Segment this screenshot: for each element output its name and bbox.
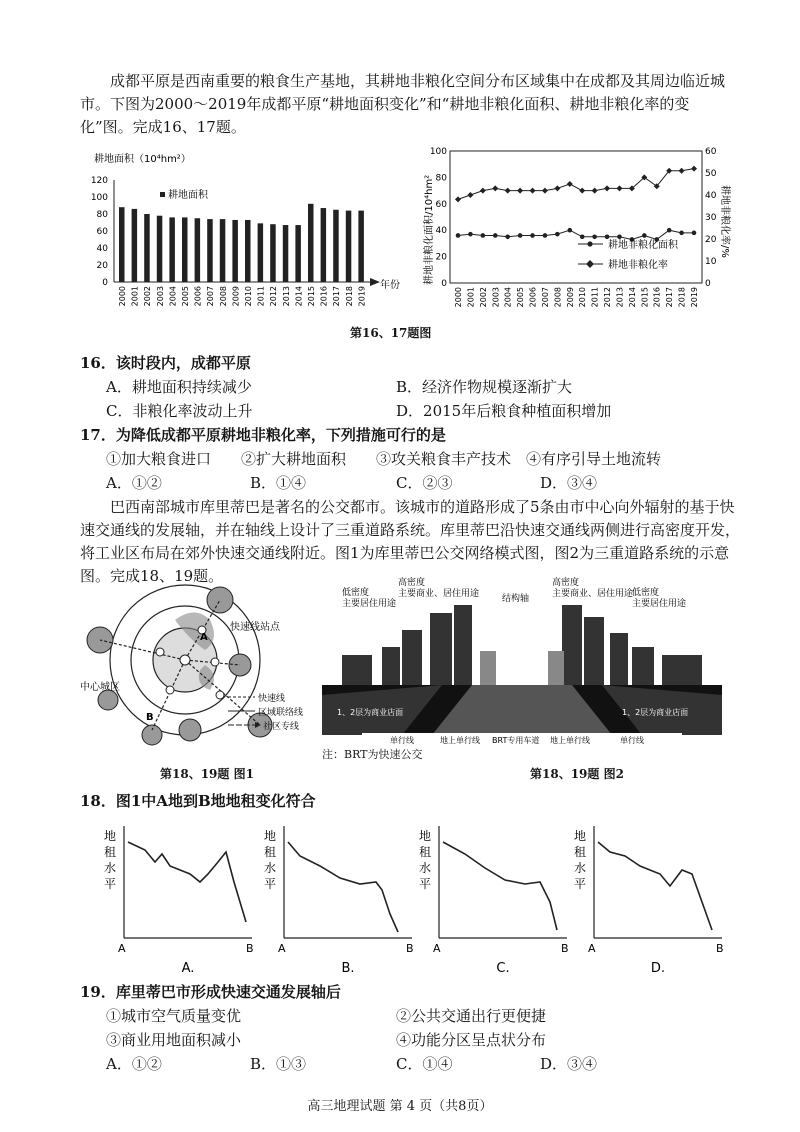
chart-left-xticks <box>118 286 366 306</box>
chart-left-bars <box>119 204 364 282</box>
intro-paragraph-1: 成都平原是西南重要的粮食生产基地，其耕地非粮化空间分布区域集中在成都及其周边临近城市。下图为2000～2019年成都平原“耕地面积变化”和“耕地非粮化面积、耕地非粮化率的变化”图。完成16、17题。 <box>80 72 726 136</box>
chart-left-legend: 耕地面积 <box>168 190 208 201</box>
ytick-label: 80 <box>96 210 108 220</box>
legend-fast: 快速线 <box>258 694 286 704</box>
q19-option-d[interactable]: D．③④ <box>540 1055 598 1073</box>
point-area-2010 <box>580 235 585 240</box>
svg-text:平: 平 <box>574 877 587 891</box>
fig2-note: 注：BRT为快速公交 <box>322 748 423 761</box>
xtick-label: 2018 <box>677 287 687 308</box>
chart-left-ylabel: 耕地面积（10⁴hm²） <box>94 154 191 165</box>
point-rate-2001 <box>467 192 473 198</box>
point-rate-2002 <box>480 188 486 194</box>
xtick-label: 2016 <box>319 286 329 307</box>
bar-2001 <box>132 209 138 282</box>
ytick-left: 100 <box>429 147 447 157</box>
fig2-caption: 第18、19题 图2 <box>530 767 624 781</box>
point-area-2018 <box>679 231 684 236</box>
point-a-label: A <box>200 632 208 643</box>
ytick-left: 20 <box>435 252 447 263</box>
xtick-label: 2017 <box>665 287 675 308</box>
ytick-left: 80 <box>435 173 447 184</box>
svg-text:地: 地 <box>419 829 432 843</box>
rent-graph-label: B. <box>341 961 355 976</box>
xtick-label: 2009 <box>565 287 575 308</box>
point-rate-2008 <box>554 185 560 191</box>
q17-option-c[interactable]: C．②③ <box>396 474 453 492</box>
xtick-label: 2003 <box>155 286 165 307</box>
fig2-oneway-left: 单行线 <box>390 736 414 745</box>
legend-area: 耕地非粮化面积 <box>608 240 678 251</box>
xtick-label: 2002 <box>143 286 153 307</box>
point-rate-2004 <box>505 188 511 194</box>
fig2-shop-right: 1、2层为商业店面 <box>622 708 689 717</box>
fig2-high-right: 高密度主要商业、居住用途 <box>552 578 634 599</box>
point-area-2015 <box>642 233 647 238</box>
xtick-label: 2004 <box>168 286 178 307</box>
point-area-2017 <box>667 228 672 233</box>
xtick-label: 2013 <box>615 287 625 308</box>
svg-text:A: A <box>278 942 286 955</box>
point-rate-2012 <box>604 185 610 191</box>
point-rate-2006 <box>530 188 536 194</box>
point-area-2001 <box>468 232 473 237</box>
intro-paragraph-2: 巴西南部城市库里蒂巴是著名的公交都市。该城市的道路形成了5条由市中心向外辐射的基于快速交通线的发展轴，并在轴线上设计了三重道路系统。库里蒂巴沿快速交通线两侧进行高密度开发，将工业区布局在郊外快速交通线附近。图1为库里蒂巴公交网络模式图，图2为三重道路系统的示意图。完成18、19题。 <box>80 498 741 585</box>
q19-stem: 19．库里蒂巴市形成快速交通发展轴后 <box>80 983 341 1001</box>
svg-text:平: 平 <box>419 877 432 891</box>
bar-2017 <box>333 210 339 282</box>
point-b-label: B <box>146 712 154 723</box>
ytick-label: 40 <box>96 244 108 254</box>
point-rate-2019 <box>691 166 697 172</box>
legend-region: 区域联络线 <box>258 708 304 718</box>
rent-graph-label: C. <box>496 961 510 976</box>
fig2-low-right: 低密度主要居住用途 <box>632 588 687 609</box>
xtick-label: 2016 <box>652 287 662 308</box>
q19-item-2: ②公共交通出行更便捷 <box>396 1007 547 1025</box>
svg-text:租: 租 <box>419 845 432 859</box>
point-rate-2018 <box>679 168 685 174</box>
bar-2015 <box>308 204 314 282</box>
station-label: 快速线站点 <box>230 622 280 633</box>
ytick-label: 0 <box>102 278 108 288</box>
bar-2009 <box>232 220 238 282</box>
bar-2013 <box>283 225 289 282</box>
rent-curve-2 <box>443 842 557 930</box>
ytick-right: 10 <box>705 257 717 267</box>
bar-2007 <box>207 219 213 282</box>
fig2-shop-left: 1、2层为商业店面 <box>337 708 404 717</box>
point-rate-2011 <box>592 188 598 194</box>
fig1-caption: 第18、19题 图1 <box>160 767 254 781</box>
ytick-label: 100 <box>90 193 108 203</box>
chart-right-ylabel-right: 耕地非粮化率/% <box>719 185 730 258</box>
q16-option-b[interactable]: B．经济作物规模逐渐扩大 <box>396 378 573 396</box>
fig2-high-left: 高密度主要商业、居住用途 <box>398 578 480 599</box>
xtick-label: 2007 <box>206 286 216 307</box>
chart-left-xaxis-arrow <box>370 278 380 286</box>
xtick-label: 2010 <box>244 286 253 307</box>
legend-rate: 耕地非粮化率 <box>608 260 668 271</box>
xtick-label: 2008 <box>553 287 563 308</box>
point-area-2000 <box>456 233 461 238</box>
center-label: 中心城区 <box>80 682 120 693</box>
ytick-right: 30 <box>705 213 717 223</box>
svg-text:B: B <box>246 942 254 955</box>
q19-option-a[interactable]: A．①② <box>106 1055 162 1073</box>
bar-2003 <box>157 216 163 282</box>
xtick-label: 2009 <box>231 286 241 307</box>
svg-text:A: A <box>588 942 596 955</box>
svg-text:地: 地 <box>574 829 587 843</box>
xtick-label: 2017 <box>332 286 342 307</box>
point-area-2008 <box>555 232 560 237</box>
q19-item-3: ③商业用地面积减小 <box>106 1031 242 1049</box>
fig2-brt: BRT专用车道 <box>492 736 540 745</box>
bar-2014 <box>295 225 301 282</box>
fig2-struct: 结构轴 <box>502 594 530 604</box>
bar-2005 <box>182 217 188 282</box>
chart-left-xlabel: 年份 <box>380 280 400 291</box>
svg-text:地: 地 <box>104 829 117 843</box>
xtick-label: 2006 <box>193 286 203 307</box>
q16-option-c[interactable]: C．非粮化率波动上升 <box>106 402 253 420</box>
svg-text:水: 水 <box>264 861 277 875</box>
point-area-2013 <box>617 235 622 240</box>
fig2-local-right: 地上单行线 <box>550 736 590 745</box>
rent-curve-3 <box>598 842 712 930</box>
bar-2019 <box>358 211 364 282</box>
bar-2006 <box>195 218 201 282</box>
non-grain-line-chart <box>418 145 728 320</box>
fig2-oneway-right: 单行线 <box>620 736 644 745</box>
bar-2011 <box>258 223 264 282</box>
series-line-1 <box>458 169 694 200</box>
fig2-local-left: 地上单行线 <box>440 736 480 745</box>
point-area-2009 <box>567 228 572 233</box>
xtick-label: 2015 <box>640 287 650 308</box>
q17-option-a[interactable]: A．①② <box>106 474 162 492</box>
bar-2010 <box>245 220 251 282</box>
road-system-diagram <box>322 575 722 755</box>
xtick-label: 2015 <box>307 286 316 307</box>
xtick-label: 2011 <box>590 287 600 308</box>
bar-2012 <box>270 224 276 282</box>
point-area-2006 <box>530 233 535 238</box>
svg-text:A: A <box>118 942 126 955</box>
q16-option-a[interactable]: A．耕地面积持续减少 <box>106 378 252 396</box>
q18-rent-graphs <box>100 822 740 977</box>
q19-option-c[interactable]: C．①④ <box>396 1055 453 1073</box>
xtick-label: 2014 <box>294 286 304 307</box>
svg-text:水: 水 <box>574 861 587 875</box>
svg-text:租: 租 <box>264 845 277 859</box>
svg-text:水: 水 <box>419 861 432 875</box>
rent-graph-label: D. <box>650 961 666 976</box>
q19-option-b[interactable]: B．①③ <box>250 1055 307 1073</box>
ytick-right: 60 <box>705 147 717 157</box>
bar-2008 <box>220 219 226 282</box>
point-rate-2005 <box>517 188 523 194</box>
ytick-label: 20 <box>96 261 108 271</box>
point-area-2011 <box>592 235 597 240</box>
xtick-label: 2019 <box>357 286 367 307</box>
chart-right-ylabel-left: 耕地非粮化面积/10⁴hm² <box>424 174 435 285</box>
ytick-label: 60 <box>96 227 108 237</box>
point-rate-2009 <box>567 181 573 187</box>
svg-text:租: 租 <box>574 845 587 859</box>
q17-items: ①加大粮食进口 ②扩大耕地面积 ③攻关粮食丰产技术 ④有序引导土地流转 <box>106 450 662 468</box>
q17-stem: 17．为降低成都平原耕地非粮化率，下列措施可行的是 <box>80 426 446 444</box>
q16-option-d[interactable]: D．2015年后粮食种植面积增加 <box>396 402 612 420</box>
xtick-label: 2012 <box>269 286 279 307</box>
ytick-left: 60 <box>435 199 447 210</box>
q19-item-4: ④功能分区呈点状分布 <box>396 1031 547 1049</box>
rent-curve-0 <box>128 842 246 922</box>
xtick-label: 2000 <box>118 286 127 307</box>
svg-text:水: 水 <box>104 861 117 875</box>
ytick-right: 40 <box>705 191 717 201</box>
chart-left-yticks <box>91 176 108 288</box>
svg-text:A: A <box>433 942 441 955</box>
point-area-2005 <box>518 233 523 238</box>
svg-text:B: B <box>716 942 724 955</box>
ytick-left: 40 <box>435 226 447 237</box>
xtick-label: 2012 <box>603 287 613 308</box>
rent-graph-2 <box>415 822 575 977</box>
legend-circle-icon <box>587 241 592 246</box>
fig2-low-left: 低密度主要居住用途 <box>342 588 397 609</box>
xtick-label: 2011 <box>256 286 266 307</box>
xtick-label: 2006 <box>528 287 538 308</box>
point-area-2004 <box>505 235 510 240</box>
xtick-label: 2007 <box>540 287 550 308</box>
svg-text:平: 平 <box>104 877 117 891</box>
xtick-label: 2001 <box>466 287 476 308</box>
bar-2018 <box>346 211 352 282</box>
xtick-label: 2014 <box>627 287 637 308</box>
q19-item-1: ①城市空气质量变优 <box>106 1007 242 1025</box>
svg-text:平: 平 <box>264 877 277 891</box>
ytick-left: 0 <box>441 279 447 289</box>
svg-text:租: 租 <box>104 845 117 859</box>
xtick-label: 2002 <box>478 287 488 308</box>
point-area-2019 <box>692 231 697 236</box>
legend-community: 社区专线 <box>263 722 300 732</box>
rent-graph-label: A. <box>181 961 195 976</box>
page-footer: 高三地理试题 第 4 页（共8页） <box>307 1099 493 1114</box>
xtick-label: 2004 <box>503 287 513 308</box>
ytick-label: 120 <box>90 176 108 186</box>
point-rate-2007 <box>542 188 548 194</box>
point-rate-2010 <box>579 188 585 194</box>
xtick-label: 2018 <box>344 286 354 307</box>
svg-text:B: B <box>561 942 569 955</box>
bar-2016 <box>321 208 327 282</box>
point-area-2007 <box>543 233 548 238</box>
xtick-label: 2000 <box>454 287 463 308</box>
legend-diamond-icon <box>586 260 594 268</box>
xtick-label: 2019 <box>690 287 699 308</box>
rent-curve-1 <box>288 842 398 932</box>
xtick-label: 2005 <box>516 287 526 308</box>
xtick-label: 2003 <box>491 287 501 308</box>
ytick-right: 50 <box>705 169 717 179</box>
bus-network-diagram <box>80 580 320 760</box>
ytick-right: 20 <box>705 235 717 245</box>
farmland-area-bar-chart <box>80 150 410 320</box>
q18-stem: 18．图1中A地到B地地租变化符合 <box>80 792 316 810</box>
xtick-label: 2010 <box>578 287 588 308</box>
q17-option-b[interactable]: B．①④ <box>250 474 307 492</box>
legend-square-icon <box>160 192 165 197</box>
ytick-right: 0 <box>705 279 711 289</box>
point-rate-2013 <box>616 185 622 191</box>
bar-2000 <box>119 207 125 282</box>
svg-text:地: 地 <box>264 829 277 843</box>
rent-graph-0 <box>100 822 260 977</box>
q16-stem: 16．该时段内，成都平原 <box>80 354 251 372</box>
xtick-label: 2001 <box>130 286 140 307</box>
xtick-label: 2005 <box>181 286 190 307</box>
bar-2004 <box>169 217 175 282</box>
svg-text:B: B <box>406 942 414 955</box>
rent-graph-3 <box>570 822 730 977</box>
xtick-label: 2008 <box>218 286 228 307</box>
chart-right-legend <box>578 238 679 271</box>
rent-graph-1 <box>260 822 420 977</box>
point-area-2003 <box>493 233 498 238</box>
point-rate-2000 <box>455 196 461 202</box>
q17-option-d[interactable]: D．③④ <box>540 474 598 492</box>
point-area-2012 <box>605 235 610 240</box>
caption-1617: 第16、17题图 <box>350 326 432 340</box>
point-rate-2003 <box>492 185 498 191</box>
point-area-2002 <box>481 233 486 238</box>
xtick-label: 2013 <box>281 286 291 307</box>
bar-2002 <box>144 214 150 282</box>
